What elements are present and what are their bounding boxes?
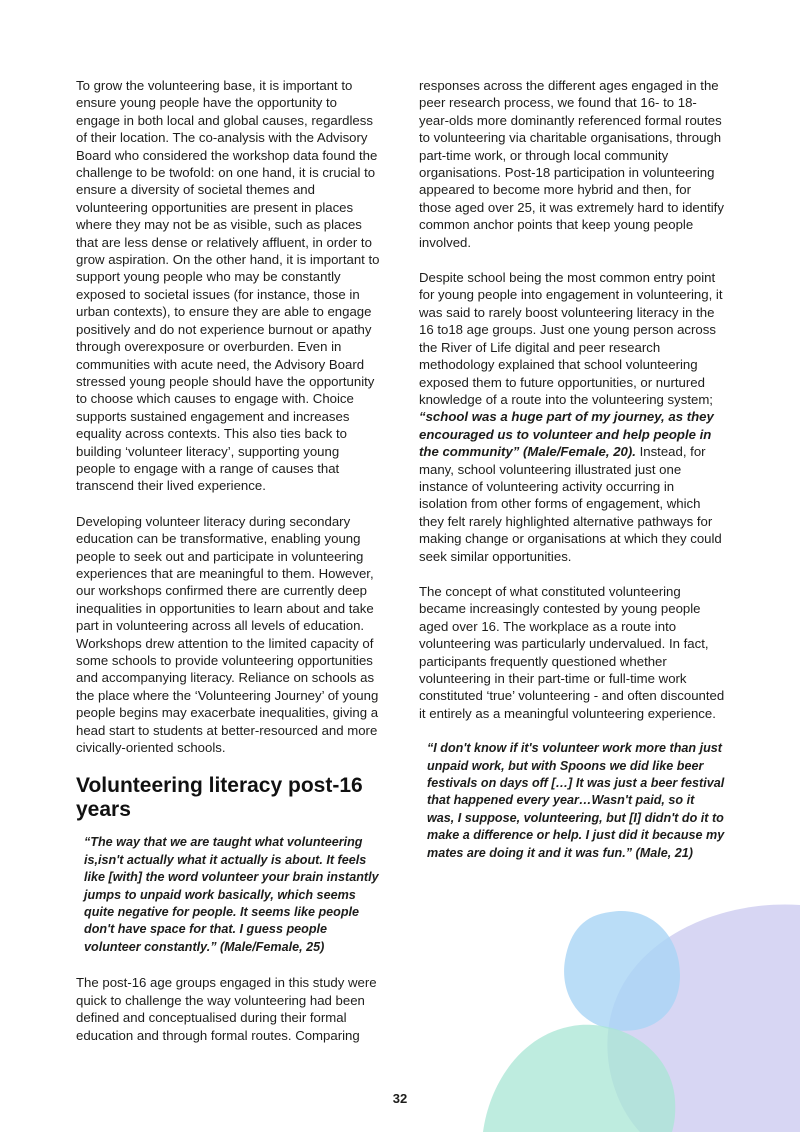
left-paragraph-2: Developing volunteer literacy during secondary education can be transformative, enabling young people to seek out and participate in volunteering experiences that are meaningful to them. However, our workshops confirmed there are currently deep inequalities in opportunities to learn about and take part in volunteering across all levels of education. Workshops drew attention to the limited capacity of some schools to provide volunteering opportunities and accompanying literacy. Reliance on schools as the place where the ‘Volunteering Journey’ of young people begins may exacerbate inequalities, giving a head start to students at better-resourced and more civically-oriented schools. — [76, 513, 379, 756]
left-paragraph-3: The post-16 age groups engaged in this study were quick to challenge the way volunteering had been defined and conceptualised during their formal education and through formal routes. Comparing — [76, 975, 377, 1043]
right-paragraph-3: The concept of what constituted volunteering became increasingly contested by young people aged over 16. The workplace as a route into volunteering was particularly undervalued. In fact, participants frequently questioned whether volunteering in their part-time or full-time work constituted ‘true’ volunteering - and often discounted it entirely as a meaningful volunteering experience. — [419, 583, 725, 721]
quote-beer-festival: “I don't know if it's volunteer work more than just unpaid work, but with Spoons we did like beer festivals on days off […] It was just a beer festival that happened every year…Wasn't paid, so it was, I suppose, volunteering, but [I] didn't do it to make a difference or help. I just did it because my mates are doing it and it was fun.” (Male, 21) — [427, 741, 725, 860]
paragraph-text: Despite school being the most common entry point for young people into engagement in volunteering, it was said to rarely boost volunteering literacy in the 16 to18 age groups. Just one young person across the River of Life digital and peer research methodology explained that school volunteering exposed them to future opportunities, or nurtured knowledge of a route into the volunteering system; — [419, 270, 723, 407]
blue-blob — [564, 911, 680, 1031]
right-column — [419, 77, 725, 880]
left-paragraph-1: To grow the volunteering base, it is important to ensure young people have the opportunity to engage in both local and global causes, regardless of their location. The co-analysis with the Advisory Board who considered the workshop data found the challenge to be twofold: on one hand, it is crucial to ensure a diversity of societal themes and volunteering opportunities are present in places where they may not be as visible, such as places that are less dense or relatively affluent, in order to grow aspiration. On the other hand, it is important to support young people who may be constantly exposed to societal issues (for instance, those in urban contexts), to ensure they are able to engage positively and do not experience burnout or apathy through overexposure or overburden. Even in communities with acute need, the Advisory Board stressed young people should have the opportunity to choose which causes to engage with. Choice supports sustained engagement and increases equality across contexts. This also ties back to building ‘volunteer literacy’, supporting young people to engage with a range of causes that transcend their lived experience. — [76, 78, 380, 494]
left-column — [76, 77, 382, 1062]
right-paragraph-1: responses across the different ages engaged in the peer research process, we found that 16- to 18-year-olds more dominantly referenced formal routes to volunteering via charitable organisations, through part-time work, or through local community organisations. Post-18 participation in volunteering appeared to become more hybrid and then, for those aged over 25, it was extremely hard to identify common anchor points that keep young people involved. — [419, 78, 724, 250]
mint-blob — [483, 1025, 675, 1132]
page-number: 32 — [392, 1091, 408, 1106]
right-paragraph-2 — [419, 269, 725, 565]
inline-quote: “school was a huge part of my journey, as they encouraged us to volunteer and help people in the community” (Male/Female, 20). — [419, 409, 714, 460]
section-heading: Volunteering literacy post-16 years — [76, 774, 363, 822]
paragraph-text: Instead, for many, school volunteering illustrated just one instance of volunteering activity occurring in isolation from other forms of engagement, which they felt rarely highlighted alternative pathways for making change or organisations at which they could seek similar opportunities. — [419, 444, 722, 564]
quote-volunteering-taught: “The way that we are taught what volunteering is,isn't actually what it actually is about. It feels like [with] the word volunteer your brain instantly jumps to unpaid work basically, which seems quite negative for people. It seems like people don't have space for that. I guess people volunteer constantly.” (Male/Female, 25) — [84, 835, 379, 954]
